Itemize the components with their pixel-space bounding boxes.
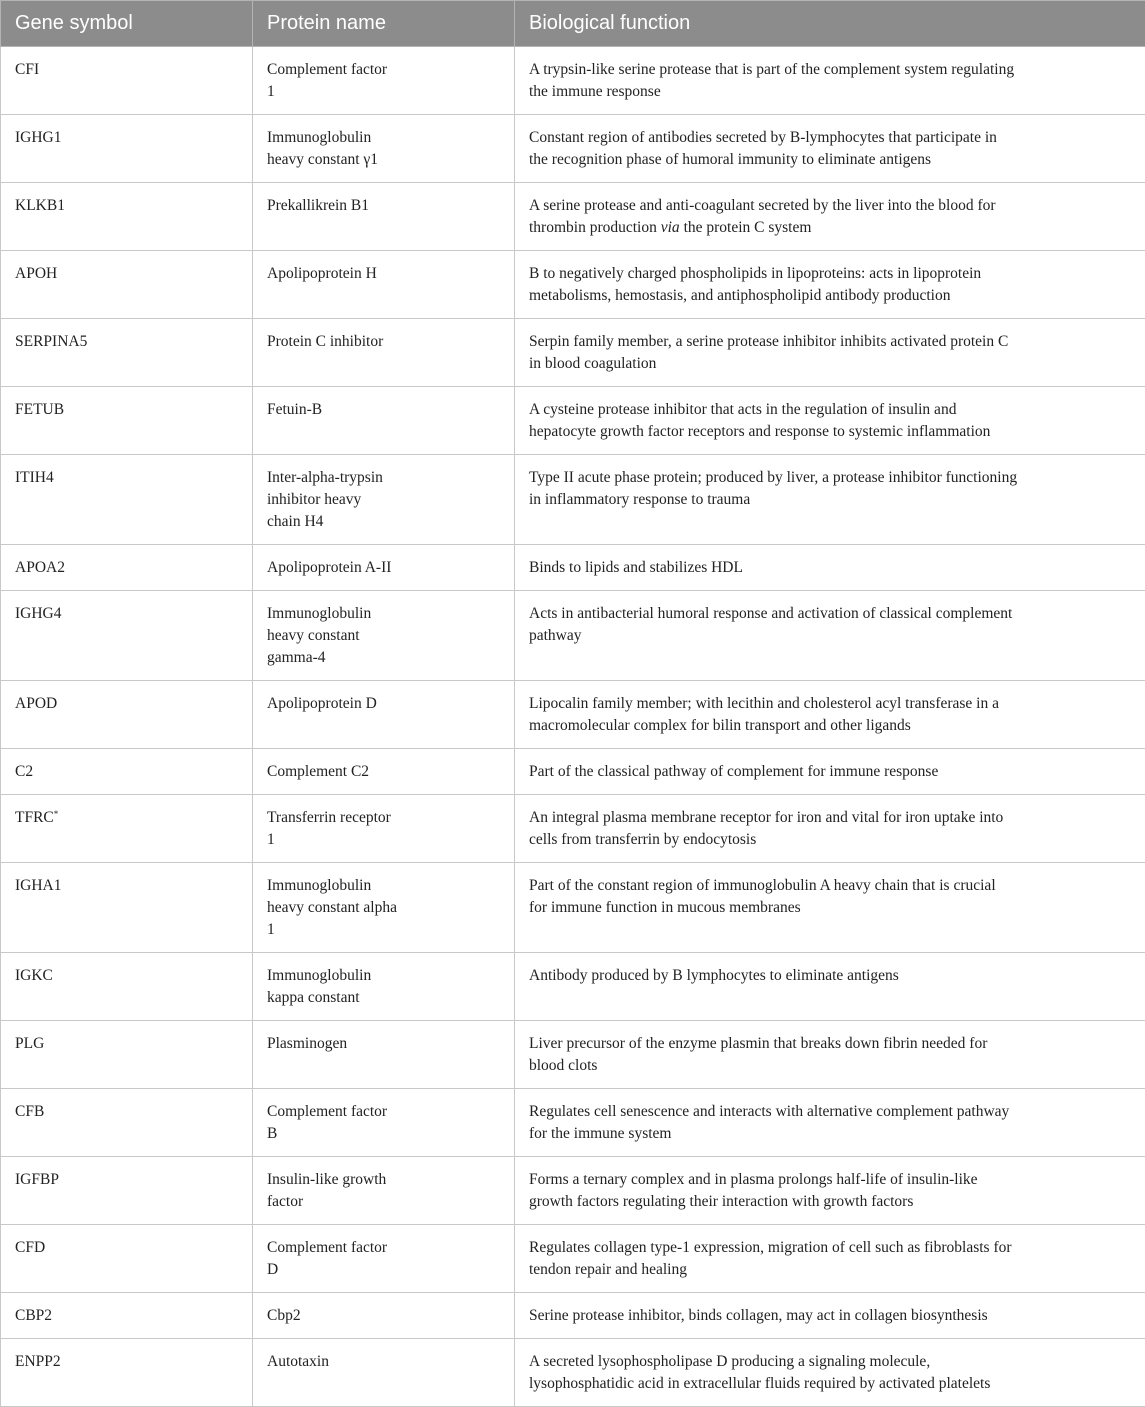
- function-text: Liver precursor of the enzyme plasmin that breaks down fibrin needed for blood clots: [529, 1035, 987, 1074]
- gene-symbol: TFRC: [15, 809, 54, 826]
- gene-symbol: APOA2: [15, 559, 65, 576]
- biological-function-cell: [515, 863, 1145, 953]
- gene-symbol: KLKB1: [15, 197, 65, 214]
- gene-symbol: PLG: [15, 1035, 44, 1052]
- function-text: Regulates collagen type-1 expression, migration of cell such as fibroblasts for tendon repair and healing: [529, 1239, 1012, 1278]
- gene-symbol: CFI: [15, 61, 39, 78]
- protein-name-cell: [253, 591, 515, 681]
- protein-name: Cbp2: [267, 1307, 301, 1324]
- biological-function-cell: [515, 319, 1145, 387]
- table-row: [1, 1157, 1145, 1225]
- table-body: [1, 47, 1145, 1407]
- protein-name: Complement factor B: [267, 1103, 387, 1142]
- table-row: [1, 183, 1145, 251]
- biological-function-cell: [515, 1089, 1145, 1157]
- table-row: [1, 1225, 1145, 1293]
- protein-name: Transferrin receptor 1: [267, 809, 391, 848]
- gene-symbol: IGHA1: [15, 877, 62, 894]
- function-text: Serine protease inhibitor, binds collagen, may act in collagen biosynthesis: [529, 1307, 988, 1324]
- protein-name-cell: [253, 863, 515, 953]
- gene-symbol: APOH: [15, 265, 57, 282]
- function-text: A cysteine protease inhibitor that acts in the regulation of insulin and hepatocyte growth factor receptors and response to systemic inflammation: [529, 401, 990, 440]
- function-text: Binds to lipids and stabilizes HDL: [529, 559, 743, 576]
- table-row: [1, 863, 1145, 953]
- protein-name: Protein C inhibitor: [267, 333, 383, 350]
- protein-name-cell: [253, 681, 515, 749]
- protein-name-cell: [253, 387, 515, 455]
- protein-name: Immunoglobulin heavy constant gamma-4: [267, 605, 371, 666]
- gene-symbol-cell: [1, 1089, 253, 1157]
- protein-name-cell: [253, 115, 515, 183]
- gene-symbol-cell: [1, 1339, 253, 1407]
- table-row: [1, 455, 1145, 545]
- function-italic-text: via: [661, 219, 680, 236]
- gene-symbol: CFB: [15, 1103, 44, 1120]
- table-row: [1, 47, 1145, 115]
- function-text: A secreted lysophospholipase D producing a signaling molecule, lysophosphatidic acid in extracellular fluids required by activated platelets: [529, 1353, 990, 1392]
- biological-function-cell: [515, 251, 1145, 319]
- function-text: Serpin family member, a serine protease inhibitor inhibits activated protein C in blood coagulation: [529, 333, 1008, 372]
- protein-name-cell: [253, 47, 515, 115]
- protein-name-cell: [253, 795, 515, 863]
- function-text: A trypsin-like serine protease that is part of the complement system regulating the immune response: [529, 61, 1014, 100]
- gene-symbol-cell: [1, 749, 253, 795]
- protein-name: Insulin-like growth factor: [267, 1171, 386, 1210]
- table-row: [1, 749, 1145, 795]
- table-row: [1, 251, 1145, 319]
- table-row: [1, 795, 1145, 863]
- biological-function-cell: [515, 455, 1145, 545]
- table-row: [1, 681, 1145, 749]
- gene-symbol-cell: [1, 863, 253, 953]
- biological-function-cell: [515, 1021, 1145, 1089]
- biological-function-cell: [515, 795, 1145, 863]
- protein-name-cell: [253, 749, 515, 795]
- gene-symbol-cell: [1, 47, 253, 115]
- biological-function-cell: [515, 1225, 1145, 1293]
- gene-symbol-cell: [1, 455, 253, 545]
- protein-name: Complement C2: [267, 763, 369, 780]
- gene-symbol: FETUB: [15, 401, 64, 418]
- table-row: [1, 591, 1145, 681]
- protein-name: Apolipoprotein H: [267, 265, 377, 282]
- protein-name-cell: [253, 455, 515, 545]
- gene-symbol-cell: [1, 251, 253, 319]
- protein-name-cell: [253, 1089, 515, 1157]
- header-protein-name: Protein name: [253, 1, 515, 47]
- biological-function-cell: [515, 545, 1145, 591]
- protein-name: Complement factor 1: [267, 61, 387, 100]
- function-text: Type II acute phase protein; produced by liver, a protease inhibitor functioning in inflammatory response to trauma: [529, 469, 1017, 508]
- biological-function-cell: [515, 47, 1145, 115]
- header-gene-symbol: Gene symbol: [1, 1, 253, 47]
- biological-function-cell: [515, 749, 1145, 795]
- gene-symbol-cell: [1, 115, 253, 183]
- protein-name: Fetuin-B: [267, 401, 322, 418]
- gene-symbol-cell: [1, 1225, 253, 1293]
- biological-function-cell: [515, 953, 1145, 1021]
- table-row: [1, 1089, 1145, 1157]
- function-text: Part of the constant region of immunoglobulin A heavy chain that is crucial for immune function in mucous membranes: [529, 877, 996, 916]
- biological-function-cell: [515, 1339, 1145, 1407]
- header-biological-function: Biological function: [515, 1, 1145, 47]
- gene-symbol-cell: [1, 1021, 253, 1089]
- function-text: An integral plasma membrane receptor for iron and vital for iron uptake into cells from transferrin by endocytosis: [529, 809, 1003, 848]
- protein-name: Inter-alpha-trypsin inhibitor heavy chain H4: [267, 469, 383, 530]
- biological-function-cell: [515, 591, 1145, 681]
- protein-name: Prekallikrein B1: [267, 197, 369, 214]
- protein-name: Immunoglobulin heavy constant alpha 1: [267, 877, 397, 938]
- biological-function-cell: [515, 681, 1145, 749]
- gene-symbol: IGHG4: [15, 605, 62, 622]
- gene-footnote-marker: *: [54, 809, 59, 819]
- protein-name: Apolipoprotein A-II: [267, 559, 391, 576]
- gene-symbol: C2: [15, 763, 33, 780]
- gene-symbol: CBP2: [15, 1307, 52, 1324]
- function-text: A serine protease and anti-coagulant secreted by the liver into the blood for thrombin production: [529, 197, 996, 236]
- gene-symbol-cell: [1, 545, 253, 591]
- gene-symbol-cell: [1, 681, 253, 749]
- biological-function-cell: [515, 1157, 1145, 1225]
- gene-symbol: IGHG1: [15, 129, 62, 146]
- function-text: Part of the classical pathway of complement for immune response: [529, 763, 938, 780]
- table-header-row: [1, 1, 1145, 47]
- biological-function-cell: [515, 1293, 1145, 1339]
- table-row: [1, 1021, 1145, 1089]
- table-row: [1, 1293, 1145, 1339]
- protein-name: Autotaxin: [267, 1353, 329, 1370]
- protein-name-cell: [253, 1225, 515, 1293]
- table-row: [1, 545, 1145, 591]
- biological-function-cell: [515, 387, 1145, 455]
- function-text: Lipocalin family member; with lecithin and cholesterol acyl transferase in a macromolecular complex for bilin transport and other ligands: [529, 695, 999, 734]
- protein-name-cell: [253, 953, 515, 1021]
- gene-symbol: APOD: [15, 695, 57, 712]
- gene-symbol-cell: [1, 183, 253, 251]
- gene-symbol: ITIH4: [15, 469, 54, 486]
- protein-name-cell: [253, 251, 515, 319]
- protein-name-cell: [253, 319, 515, 387]
- gene-symbol-cell: [1, 1157, 253, 1225]
- protein-name: Apolipoprotein D: [267, 695, 377, 712]
- gene-symbol-cell: [1, 591, 253, 681]
- gene-symbol-cell: [1, 387, 253, 455]
- function-text: Forms a ternary complex and in plasma prolongs half-life of insulin-like growth factors regulating their interaction with growth factors: [529, 1171, 978, 1210]
- biological-function-cell: [515, 115, 1145, 183]
- protein-name-cell: [253, 1293, 515, 1339]
- protein-name-cell: [253, 1157, 515, 1225]
- gene-symbol: IGFBP: [15, 1171, 59, 1188]
- gene-symbol: SERPINA5: [15, 333, 87, 350]
- table-row: [1, 387, 1145, 455]
- protein-name: Immunoglobulin kappa constant: [267, 967, 371, 1006]
- table-row: [1, 319, 1145, 387]
- table-row: [1, 115, 1145, 183]
- gene-symbol-cell: [1, 795, 253, 863]
- protein-name: Complement factor D: [267, 1239, 387, 1278]
- function-text: Regulates cell senescence and interacts with alternative complement pathway for the immune system: [529, 1103, 1009, 1142]
- protein-name-cell: [253, 183, 515, 251]
- protein-name-cell: [253, 1021, 515, 1089]
- protein-name: Plasminogen: [267, 1035, 347, 1052]
- gene-symbol: CFD: [15, 1239, 45, 1256]
- gene-symbol: ENPP2: [15, 1353, 61, 1370]
- gene-symbol-cell: [1, 1293, 253, 1339]
- protein-name-cell: [253, 545, 515, 591]
- protein-name: Immunoglobulin heavy constant γ1: [267, 129, 378, 168]
- function-text: Constant region of antibodies secreted by B-lymphocytes that participate in the recognition phase of humoral immunity to eliminate antigens: [529, 129, 997, 168]
- table-row: [1, 1339, 1145, 1407]
- biological-function-cell: [515, 183, 1145, 251]
- function-text: the protein C system: [680, 219, 812, 236]
- gene-symbol-cell: [1, 319, 253, 387]
- table-row: [1, 953, 1145, 1021]
- function-text: Antibody produced by B lymphocytes to eliminate antigens: [529, 967, 899, 984]
- gene-symbol: IGKC: [15, 967, 53, 984]
- gene-symbol-cell: [1, 953, 253, 1021]
- function-text: Acts in antibacterial humoral response and activation of classical complement pathway: [529, 605, 1012, 644]
- protein-name-cell: [253, 1339, 515, 1407]
- function-text: B to negatively charged phospholipids in lipoproteins: acts in lipoprotein metabolisms, hemostasis, and antiphospholipid antibody production: [529, 265, 981, 304]
